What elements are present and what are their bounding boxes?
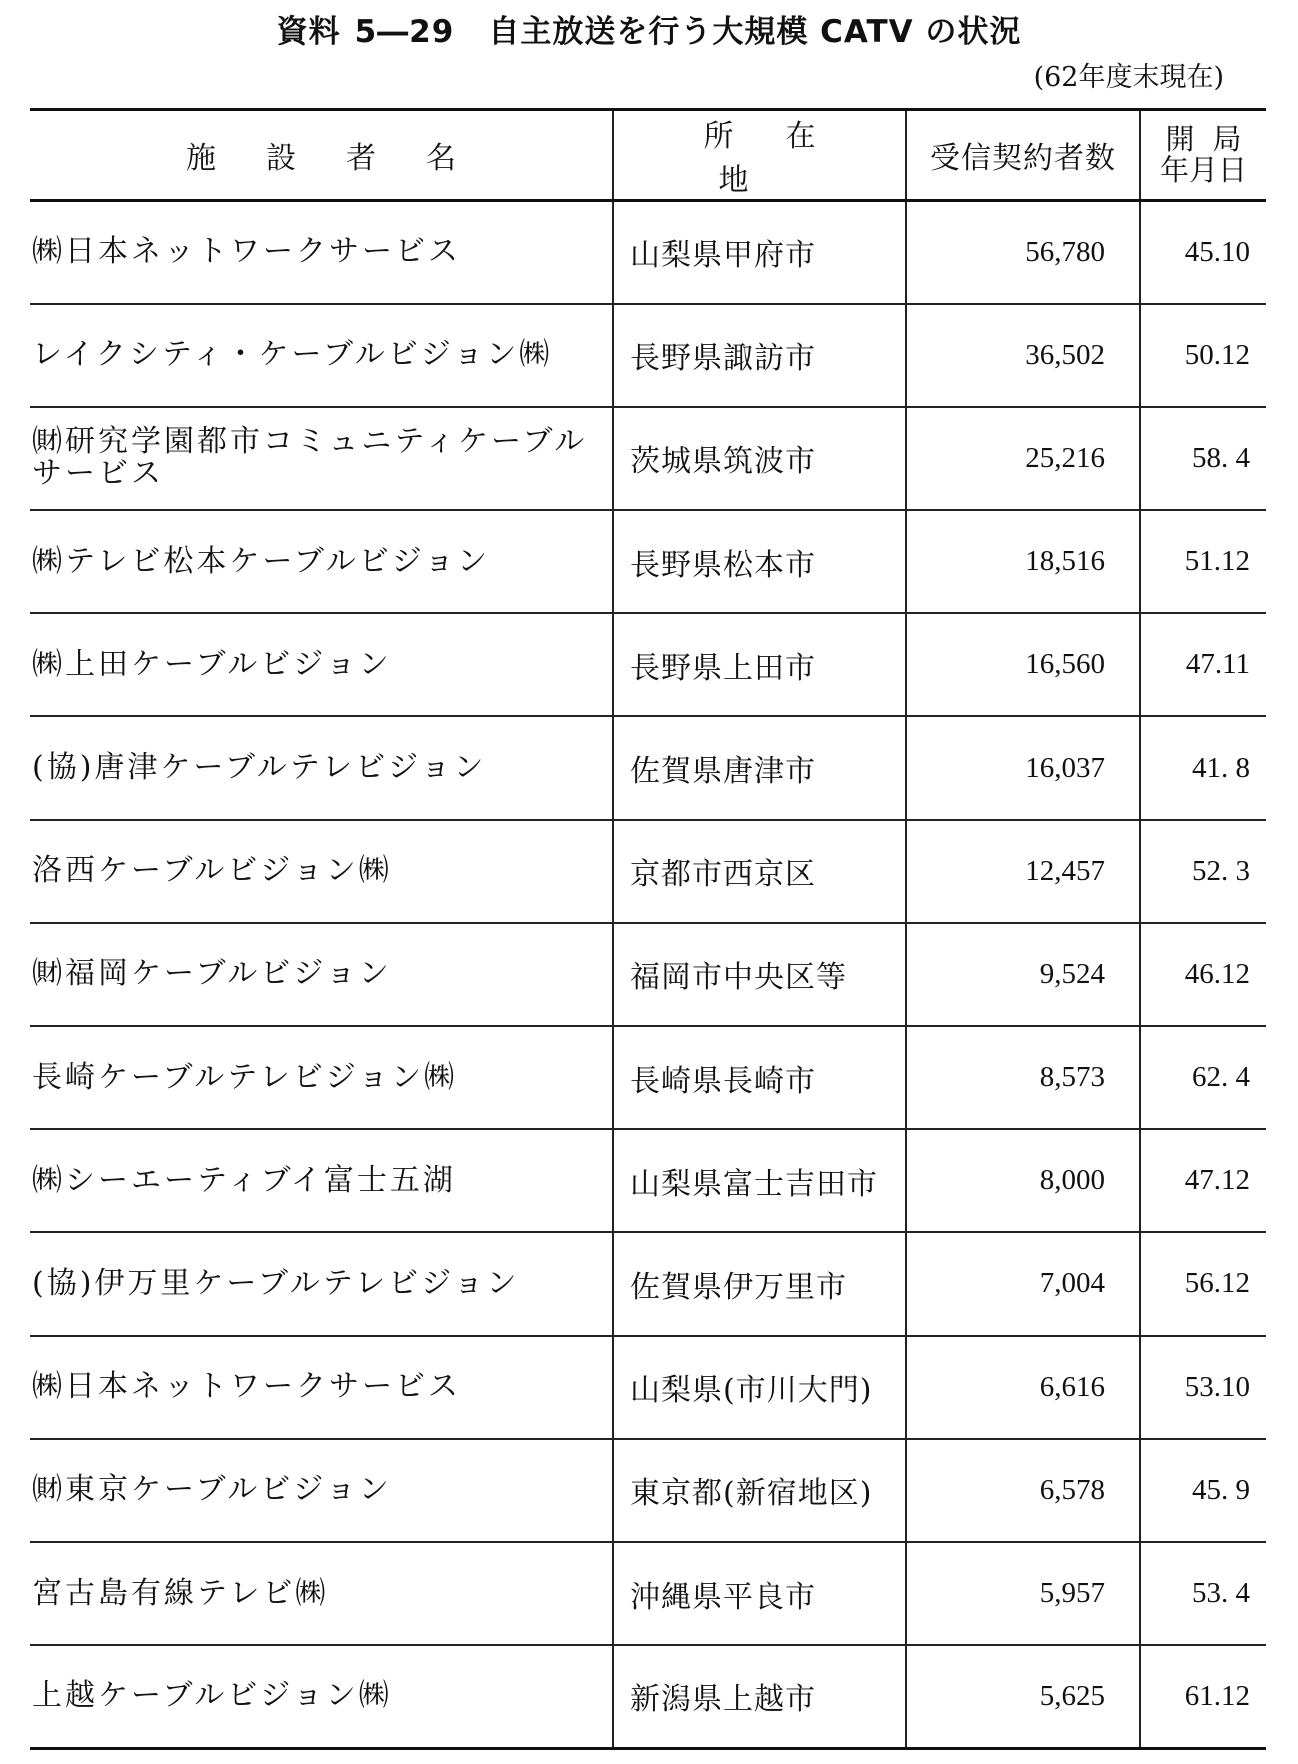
cell-subscribers: 8,000 xyxy=(906,1129,1140,1232)
title-text: 自主放送を行う大規模 CATV の状況 xyxy=(488,14,1022,50)
cell-location: 山梨県甲府市 xyxy=(613,201,906,304)
cell-location: 京都市西京区 xyxy=(613,820,906,923)
table-row xyxy=(30,1336,1266,1439)
cell-subscribers: 56,780 xyxy=(906,201,1140,304)
column-header-opened xyxy=(1140,110,1266,201)
table-row xyxy=(30,923,1266,1026)
table-header xyxy=(30,110,1266,201)
column-header-opened-line2: 年月日 xyxy=(1159,153,1247,187)
cell-opened-date: 47.12 xyxy=(1140,1129,1266,1232)
table-row xyxy=(30,613,1266,716)
cell-facility-name: ㈱テレビ松本ケーブルビジョン xyxy=(30,510,613,613)
cell-facility-name: ㈶東京ケーブルビジョン xyxy=(30,1439,613,1542)
table-row xyxy=(30,201,1266,304)
table-row xyxy=(30,1542,1266,1645)
cell-opened-date: 62. 4 xyxy=(1140,1026,1266,1129)
header-row xyxy=(30,110,1266,201)
cell-facility-name: 洛西ケーブルビジョン㈱ xyxy=(30,820,613,923)
cell-location: 山梨県富士吉田市 xyxy=(613,1129,906,1232)
cell-location: 長崎県長崎市 xyxy=(613,1026,906,1129)
cell-subscribers: 9,524 xyxy=(906,923,1140,1026)
as-of-note: (62年度末現在) xyxy=(1033,62,1224,93)
cell-opened-date: 51.12 xyxy=(1140,510,1266,613)
cell-location: 佐賀県唐津市 xyxy=(613,716,906,819)
cell-location: 佐賀県伊万里市 xyxy=(613,1232,906,1335)
cell-opened-date: 45.10 xyxy=(1140,201,1266,304)
cell-location: 新潟県上越市 xyxy=(613,1645,906,1748)
table-row xyxy=(30,510,1266,613)
cell-opened-date: 56.12 xyxy=(1140,1232,1266,1335)
cell-opened-date: 46.12 xyxy=(1140,923,1266,1026)
table-row xyxy=(30,1026,1266,1129)
column-header-name: 施設者名 xyxy=(30,110,613,201)
cell-subscribers: 8,573 xyxy=(906,1026,1140,1129)
cell-location: 茨城県筑波市 xyxy=(613,407,906,510)
cell-subscribers: 16,560 xyxy=(906,613,1140,716)
cell-opened-date: 41. 8 xyxy=(1140,716,1266,819)
cell-location: 東京都(新宿地区) xyxy=(613,1439,906,1542)
cell-subscribers: 18,516 xyxy=(906,510,1140,613)
cell-subscribers: 16,037 xyxy=(906,716,1140,819)
cell-opened-date: 50.12 xyxy=(1140,304,1266,407)
cell-subscribers: 6,616 xyxy=(906,1336,1140,1439)
cell-opened-date: 53.10 xyxy=(1140,1336,1266,1439)
cell-facility-name: (協)唐津ケーブルテレビジョン xyxy=(30,716,613,819)
cell-subscribers: 6,578 xyxy=(906,1439,1140,1542)
cell-facility-name: 上越ケーブルビジョン㈱ xyxy=(30,1645,613,1748)
cell-opened-date: 58. 4 xyxy=(1140,407,1266,510)
table-row xyxy=(30,304,1266,407)
table-row xyxy=(30,820,1266,923)
table-row xyxy=(30,1232,1266,1335)
cell-opened-date: 52. 3 xyxy=(1140,820,1266,923)
cell-location: 長野県松本市 xyxy=(613,510,906,613)
cell-facility-name: ㈶研究学園都市コミュニティケーブルサービス xyxy=(30,407,613,510)
cell-location: 福岡市中央区等 xyxy=(613,923,906,1026)
cell-opened-date: 47.11 xyxy=(1140,613,1266,716)
document-title xyxy=(0,6,1298,58)
cell-facility-name: ㈱日本ネットワークサービス xyxy=(30,1336,613,1439)
cell-facility-name: 宮古島有線テレビ㈱ xyxy=(30,1542,613,1645)
table-row xyxy=(30,1439,1266,1542)
cell-facility-name: 長崎ケーブルテレビジョン㈱ xyxy=(30,1026,613,1129)
catv-table xyxy=(30,108,1266,1750)
title-prefix: 資料 xyxy=(276,14,341,50)
cell-facility-name: ㈱シーエーティブイ富士五湖 xyxy=(30,1129,613,1232)
table-row xyxy=(30,716,1266,819)
cell-subscribers: 7,004 xyxy=(906,1232,1140,1335)
cell-opened-date: 61.12 xyxy=(1140,1645,1266,1748)
cell-facility-name: ㈱上田ケーブルビジョン xyxy=(30,613,613,716)
column-header-location: 所在地 xyxy=(613,110,906,201)
cell-location: 長野県諏訪市 xyxy=(613,304,906,407)
cell-location: 沖縄県平良市 xyxy=(613,1542,906,1645)
cell-facility-name: ㈱日本ネットワークサービス xyxy=(30,201,613,304)
column-header-opened-line1: 開局 xyxy=(1165,122,1260,156)
cell-subscribers: 36,502 xyxy=(906,304,1140,407)
cell-opened-date: 53. 4 xyxy=(1140,1542,1266,1645)
table-row xyxy=(30,1645,1266,1748)
table-row xyxy=(30,407,1266,510)
table-row xyxy=(30,1129,1266,1232)
table-body xyxy=(30,201,1266,1749)
title-number: 5―29 xyxy=(354,14,455,50)
column-header-subscribers: 受信契約者数 xyxy=(906,110,1140,201)
cell-subscribers: 12,457 xyxy=(906,820,1140,923)
cell-subscribers: 25,216 xyxy=(906,407,1140,510)
cell-location: 長野県上田市 xyxy=(613,613,906,716)
cell-opened-date: 45. 9 xyxy=(1140,1439,1266,1542)
cell-subscribers: 5,957 xyxy=(906,1542,1140,1645)
cell-facility-name: ㈶福岡ケーブルビジョン xyxy=(30,923,613,1026)
cell-facility-name: レイクシティ・ケーブルビジョン㈱ xyxy=(30,304,613,407)
cell-location: 山梨県(市川大門) xyxy=(613,1336,906,1439)
cell-subscribers: 5,625 xyxy=(906,1645,1140,1748)
cell-facility-name: (協)伊万里ケーブルテレビジョン xyxy=(30,1232,613,1335)
